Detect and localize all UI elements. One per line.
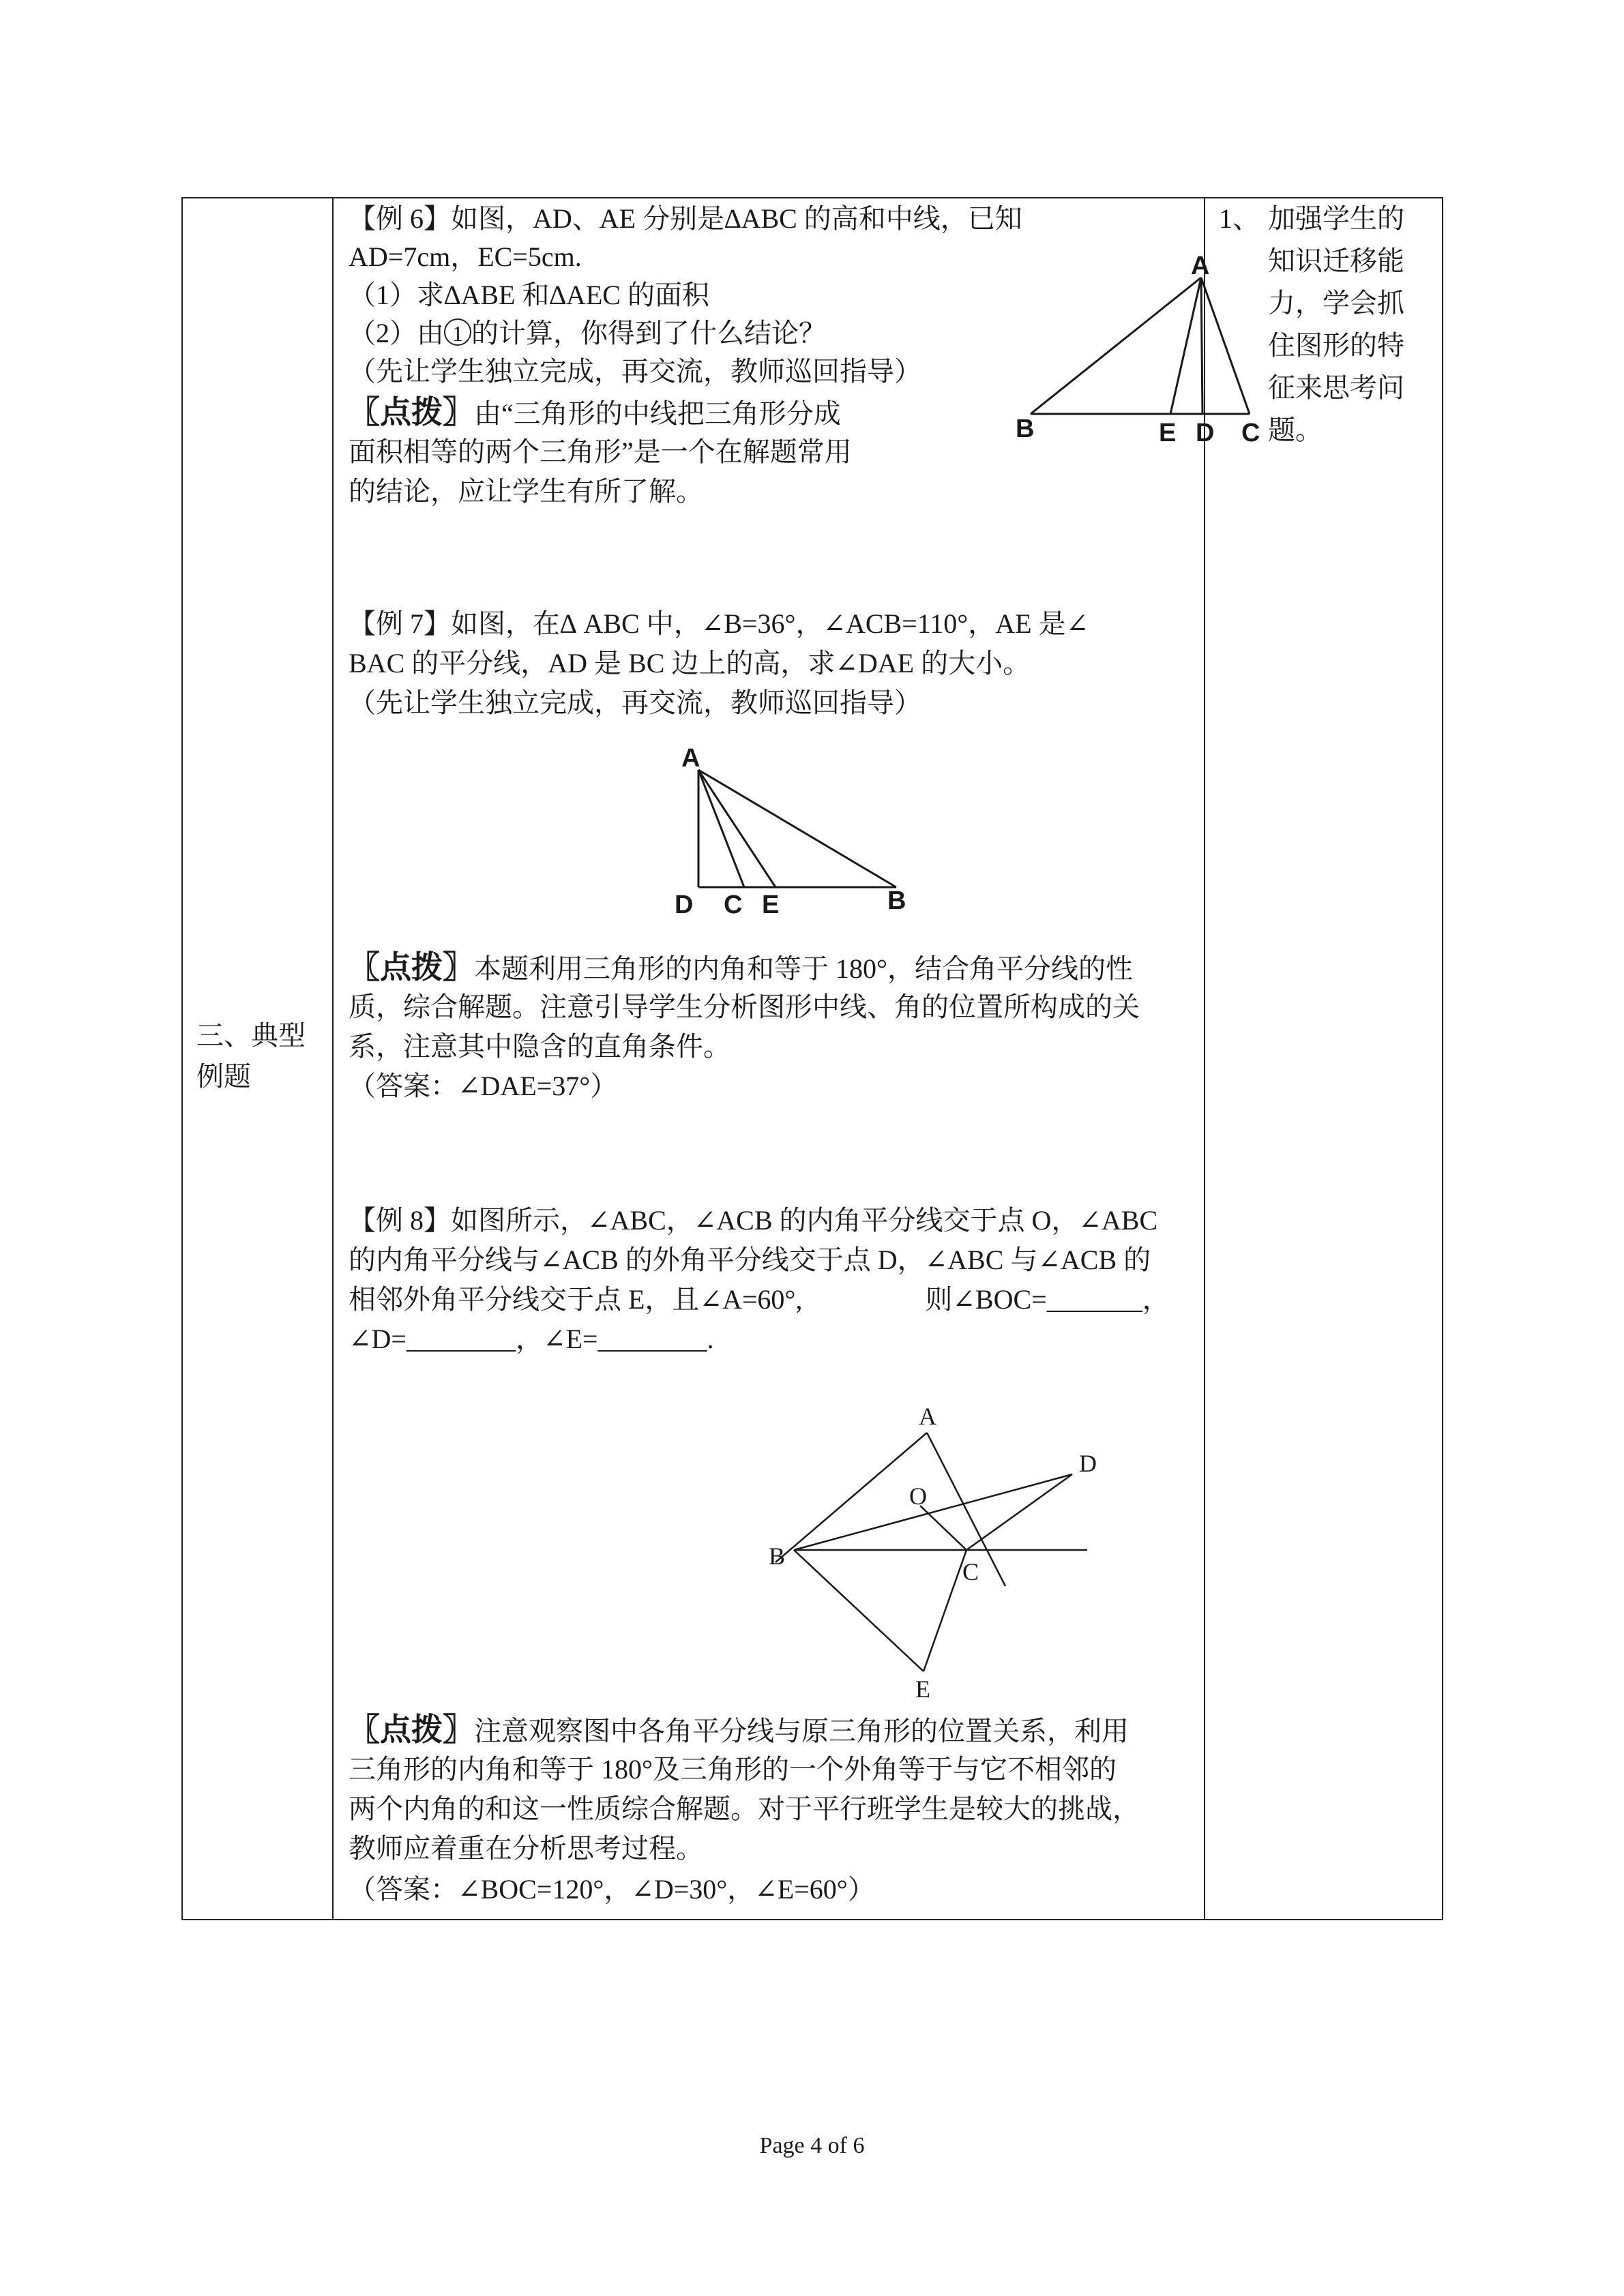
ex7-triangle-figure [675,737,934,921]
circled-number: 1 [444,318,471,346]
ex6-line: （1）求∆ABE 和∆AEC 的面积 [349,280,709,310]
ex6-line-prefix: （2）由 [349,318,444,348]
ex6-hint-line: 的结论，应让学生有所了解。 [349,476,703,507]
ex7-answer: （答案：∠DAE=37°） [349,1071,618,1101]
hint-tag: 〖点拨〗 [349,950,474,985]
ex6-line: AD=7cm，EC=5cm. [349,241,582,272]
hint-text: 注意观察图中各角平分线与原三角形的位置关系，利用 [474,1716,1129,1746]
label-D: D [675,891,694,919]
label-E: E [1159,419,1177,444]
ex8-line: ∠D=________，∠E=________. [349,1324,714,1354]
label-D: D [1196,419,1215,444]
ex8-line [349,1279,1170,1320]
note-line: 题。 [1268,415,1323,445]
content-column [334,198,1260,1919]
note-line: 知识迁移能 [1268,245,1404,276]
ex7-line: 【例 7】如图，在∆ ABC 中，∠B=36°，∠ACB=110°，AE 是∠ [349,608,1089,639]
notes-column [1205,198,1442,1919]
label-D: D [1079,1450,1097,1477]
label-B: B [769,1542,786,1570]
label-B: B [1016,415,1035,443]
note-line: 力，学会抓 [1268,288,1404,318]
ex8-line: 的内角平分线与∠ACB 的外角平分线交于点 D，∠ABC 与∠ACB 的 [349,1244,1151,1275]
note-line: 加强学生的 [1268,203,1404,234]
hint-text: 本题利用三角形的内角和等于 180°，结合角平分线的性 [474,953,1133,984]
label-E: E [762,891,780,919]
ex7-hint-line: 质，综合解题。注意引导学生分析图形中线、角的位置所构成的关 [349,992,1140,1022]
ex7-line: （先让学生独立完成，再交流，教师巡回指导） [349,687,921,718]
label-O: O [909,1482,927,1510]
note-number: 1、 [1219,203,1260,234]
ex6-line: 【例 6】如图，AD、AE 分别是∆ABC 的高和中线，已知 [349,203,1022,234]
label-C: C [962,1558,979,1585]
note-line: 住图形的特 [1268,330,1404,361]
ex6-line [349,313,826,354]
note-line: 征来思考问 [1268,372,1404,403]
ex8-line-a: 相邻外角平分线交于点 E，且∠A=60°, [349,1284,803,1315]
ex6-line: （先让学生独立完成，再交流，教师巡回指导） [349,356,921,387]
ex8-line: 【例 8】如图所示，∠ABC，∠ACB 的内角平分线交于点 O，∠ABC [349,1205,1158,1236]
ex8-hint-line: 教师应着重在分析思考过程。 [349,1833,703,1864]
label-C: C [724,891,743,919]
hint-tag: 〖点拨〗 [349,395,474,430]
ex6-hint-line: 面积相等的两个三角形”是一个在解题常用 [349,436,852,467]
label-C: C [1241,419,1260,444]
label-A: A [681,744,700,773]
page-footer: Page 4 of 6 [759,2133,865,2158]
ex8-answer: （答案：∠BOC=120°，∠D=30°，∠E=60°） [349,1874,875,1905]
label-A: A [1191,252,1210,280]
ex8-line-b: 则∠BOC=_______， [925,1284,1170,1315]
ex8-hint [349,1710,1129,1752]
section-column [183,198,332,1919]
ex8-bisector-figure [756,1399,1111,1699]
label-A: A [919,1403,936,1430]
lesson-table [181,197,1443,1920]
label-B: B [887,886,906,915]
ex7-hint-line: 系，注意其中隐含的直角条件。 [349,1031,730,1062]
ex6-line-text: 的计算，你得到了什么结论？ [471,318,826,348]
label-E: E [915,1675,930,1699]
ex8-hint-line: 两个内角的和这一性质综合解题。对于平行班学生是较大的挑战， [349,1793,1140,1824]
hint-tag: 〖点拨〗 [349,1712,474,1747]
ex7-line: BAC 的平分线，AD 是 BC 边上的高，求∠DAE 的大小。 [349,648,1031,679]
ex7-hint [349,947,1133,989]
hint-text: 由“三角形的中线把三角形分成 [474,398,841,429]
section-label: 三、典型 例题 [196,1020,306,1092]
ex8-hint-line: 三角形的内角和等于 180°及三角形的一个外角等于与它不相邻的 [349,1754,1117,1785]
ex6-hint [349,392,841,434]
